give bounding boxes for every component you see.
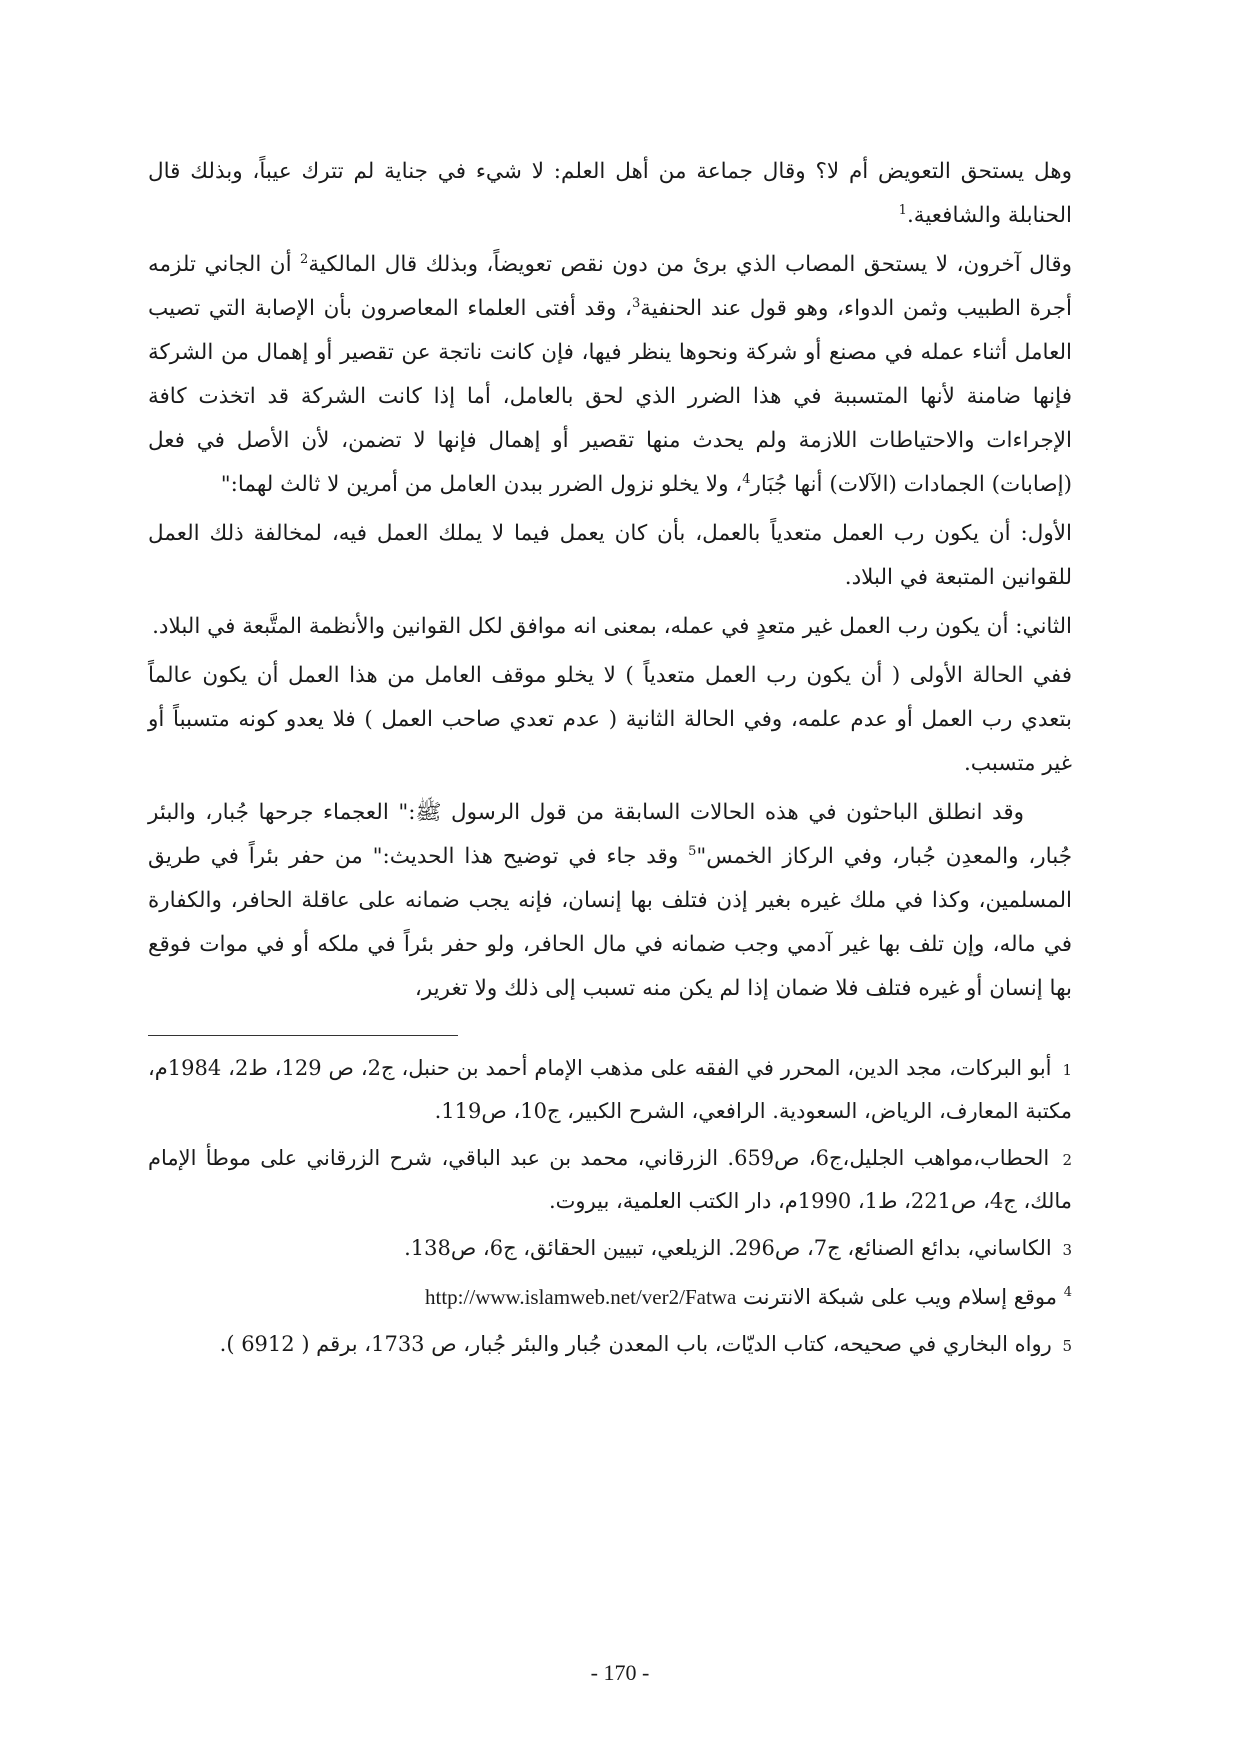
footnote-2 — [148, 1138, 1072, 1222]
footnote-url-link[interactable]: http://www.islamweb.net/ver2/Fatwa — [425, 1285, 737, 1309]
footnotes — [148, 1048, 1072, 1367]
footnote-number: 5 — [1062, 1337, 1072, 1355]
footnote-number: 1 — [1062, 1061, 1072, 1079]
footnote-number: 4 — [1063, 1285, 1072, 1300]
paragraph-1-text: وهل يستحق التعويض أم لا؟ وقال جماعة من أهل العلم: لا شيء في جناية لم تترك عيباً، وبذلك قال الحنابلة والشافعية. — [148, 159, 1073, 228]
paragraph-2 — [148, 243, 1072, 507]
footnote-text: الكاساني، بدائع الصنائع، ج7، ص296. الزيلعي، تبيين الحقائق، ج6، ص138. — [404, 1236, 1052, 1260]
paragraph-hadith-text-b: وقد جاء في توضيح هذا الحديث:" من حفر بئراً في طريق المسلمين، وكذا في ملك غيره بغير إذن فتلف بها إنسان، فإنه يجب ضمانه على عاقلة الحافر، والكفارة في ماله، وإن تلف بها غير آدمي وجب ضمانه في مال الحافر، ولو حفر بئراً في ملكه أو في موات فوقع بها إنسان أو غيره فتلف فلا ضمان إذا لم يكن منه تسبب إلى ذلك ولا تغرير، — [148, 844, 1072, 1001]
page-number: - 170 - — [590, 1660, 650, 1685]
footnote-4 — [148, 1277, 1072, 1318]
paragraph-first-case: الأول: أن يكون رب العمل متعدياً بالعمل، بأن كان يعمل فيما لا يملك العمل فيه، لمخالفة ذلك العمل للقوانين المتبعة في البلاد. — [148, 521, 1072, 590]
paragraph-2-text-c: ، وقد أفتى العلماء المعاصرون بأن الإصابة التي تصيب العامل أثناء عمله في مصنع أو شركة ونحوها ينظر فيها، فإن كانت ناتجة عن تقصير أو إهمال من الشركة فإنها ضامنة لأنها المتسببة في هذا الضرر الذي لحق بالعامل، أما إذا كانت الشركة قد اتخذت كافة الإجراءات والاحتياطات اللازمة ولم يحدث منها تقصير أو إهمال فإنها لا تضمن، لأن الأصل في فعل (إصابات) الجمادات (الآلات) أنها جُبَار — [148, 296, 1072, 497]
paragraph-hadith — [148, 791, 1072, 1011]
paragraph-hadith-text-a: وقد انطلق الباحثون في هذه الحالات السابقة من قول الرسول ﷺ:" العجماء جرحها جُبار، والبئر جُبار، والمعدِن جُبار، وفي الركاز الخمس" — [148, 800, 1072, 869]
footnote-ref-5: 5 — [688, 843, 697, 859]
footnote-5 — [148, 1324, 1072, 1367]
main-text — [148, 150, 1072, 1011]
footnote-number: 2 — [1062, 1151, 1073, 1169]
paragraph-2-text-b: أن الجاني تلزمه أجرة الطبيب وثمن الدواء، وهو قول عند الحنفية — [148, 252, 1072, 321]
footnote-number: 3 — [1062, 1241, 1072, 1259]
footnote-ref-1: 1 — [898, 202, 907, 218]
footnote-text: موقع إسلام ويب على شبكة الانترنت — [742, 1285, 1058, 1309]
footnote-1 — [148, 1048, 1072, 1132]
footnote-ref-2: 2 — [300, 251, 309, 267]
document-page — [148, 150, 1072, 1373]
footnote-text: رواه البخاري في صحيحه، كتاب الديّات، باب المعدن جُبار والبئر جُبار، ص 1733، برقم ( 6912 ). — [219, 1332, 1052, 1356]
footnote-separator — [148, 1035, 458, 1036]
footnote-ref-4: 4 — [742, 471, 751, 487]
footnote-ref-3: 3 — [631, 295, 641, 311]
paragraph-2-text-a: وقال آخرون، لا يستحق المصاب الذي برئ من دون نقص تعويضاً، وبذلك قال المالكية — [308, 252, 1072, 277]
paragraph-1 — [148, 150, 1072, 238]
footnote-3 — [148, 1228, 1072, 1271]
paragraph-cases-discussion: ففي الحالة الأولى ( أن يكون رب العمل متعدياً ) لا يخلو موقف العامل من هذا العمل أن يكون عالماً بتعدي رب العمل أو عدم علمه، وفي الحالة الثانية ( عدم تعدي صاحب العمل ) فلا يعدو كونه متسبباً أو غير متسبب. — [148, 663, 1072, 776]
paragraph-2-text-d: ، ولا يخلو نزول الضرر ببدن العامل من أمرين لا ثالث لهما:" — [220, 472, 743, 497]
footnote-text: الحطاب،مواهب الجليل،ج6، ص659. الزرقاني، محمد بن عبد الباقي، شرح الزرقاني على موطأ الإمام مالك، ج4، ص221، ط1، 1990م، دار الكتب العلمية، بيروت. — [148, 1146, 1072, 1213]
footnote-text: أبو البركات، مجد الدين، المحرر في الفقه على مذهب الإمام أحمد بن حنبل، ج2، ص 129، ط2، 1984م، مكتبة المعارف، الرياض، السعودية. الرافعي، الشرح الكبير، ج10، ص119. — [148, 1056, 1072, 1123]
paragraph-second-case: الثاني: أن يكون رب العمل غير متعدٍ في عمله، بمعنى انه موافق لكل القوانين والأنظمة المتَّبعة في البلاد. — [152, 614, 1072, 639]
